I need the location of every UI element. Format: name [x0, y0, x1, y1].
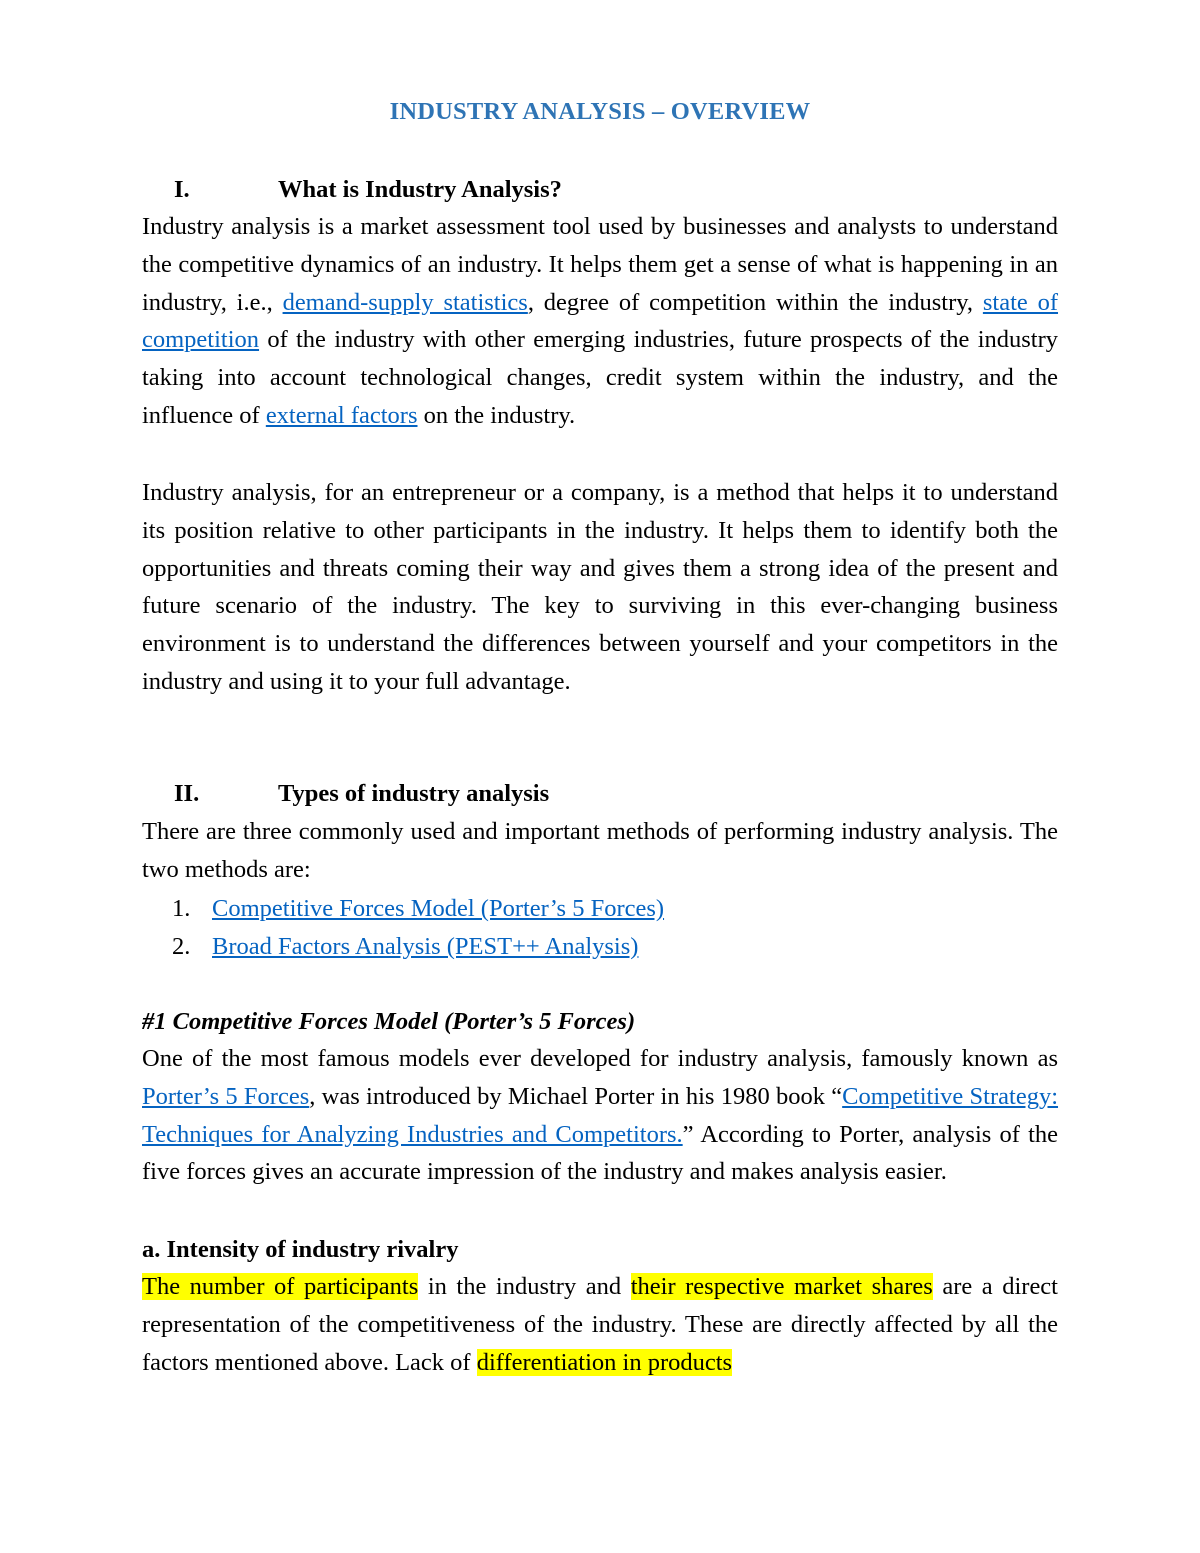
text-run: of the industry with other emerging industries, future prospects of the industry taking into account technological changes, credit system within the industry, and the influence of	[142, 326, 1058, 429]
list-number: 1.	[172, 895, 191, 922]
text-run: ” According to Porter, analysis of the five forces gives an accurate impression of the industry and makes analysis easier.	[142, 1120, 1059, 1186]
text-run: , was introduced by Michael Porter in his 1980 book “	[309, 1082, 843, 1110]
text-run: on the industry.	[417, 401, 576, 429]
link-porters-5-forces[interactable]: Porter’s 5 Forces	[142, 1082, 310, 1110]
page-title: INDUSTRY ANALYSIS – OVERVIEW	[389, 98, 811, 125]
section-1-number: I.	[174, 176, 190, 203]
link-demand-supply-statistics[interactable]: demand-supply statistics	[282, 288, 528, 316]
section-1-title: What is Industry Analysis?	[278, 176, 562, 203]
section-2-paragraph: There are three commonly used and important methods of performing industry analysis. The two methods are:	[142, 818, 1058, 883]
text-run: One of the most famous models ever developed for industry analysis, famously known as	[142, 1045, 1058, 1072]
text-run: in the industry and	[418, 1273, 631, 1300]
link-external-factors[interactable]: external factors	[265, 401, 418, 429]
rivalry-paragraph	[142, 1268, 1058, 1381]
text-run: are a direct representation of the competitiveness of the industry. These are directly affected by all the factors mentioned above. Lack of	[142, 1273, 1058, 1376]
porter-paragraph	[142, 1040, 1058, 1191]
highlight-number-of-participants: The number of participants	[142, 1273, 419, 1300]
list-item	[172, 928, 664, 966]
list-number: 2.	[172, 932, 191, 960]
link-competitive-forces-model[interactable]: Competitive Forces Model (Porter’s 5 Forces)	[212, 895, 665, 922]
highlight-market-shares: their respective market shares	[630, 1273, 933, 1300]
section-1-paragraph-1	[142, 208, 1058, 435]
link-broad-factors-analysis[interactable]: Broad Factors Analysis (PEST++ Analysis)	[212, 932, 639, 960]
highlight-differentiation: differentiation in products	[476, 1348, 733, 1376]
methods-list	[172, 890, 664, 966]
link-competitive-strategy-book[interactable]: Competitive Strategy: Techniques for Analyzing Industries and Competitors.	[142, 1082, 1059, 1148]
list-item	[172, 890, 664, 928]
link-state-of-competition[interactable]: state of competition	[142, 288, 1059, 354]
section-2-title: Types of industry analysis	[278, 780, 550, 807]
section-1-paragraph-2: Industry analysis, for an entrepreneur or a company, is a method that helps it to understand its position relative to other participants in the industry. It helps them to identify both the opportunities and threats coming their way and gives them a strong idea of the present and future scenario of the industry. The key to surviving in this ever-changing business environment is to understand the differences between yourself and your competitors in the industry and using it to your full advantage.	[142, 479, 1058, 695]
text-run: , degree of competition within the industry,	[527, 288, 983, 316]
text-run: Industry analysis is a market assessment tool used by businesses and analysts to understand the competitive dynamics of an industry. It helps them get a sense of what is happening in an industry, i.e.,	[142, 213, 1058, 316]
rivalry-subheading: a. Intensity of industry rivalry	[142, 1236, 459, 1263]
section-1-heading	[142, 176, 562, 204]
porter-section-heading: #1 Competitive Forces Model (Porter’s 5 Forces)	[142, 1008, 636, 1035]
section-2-number: II.	[174, 780, 200, 807]
section-2-heading	[142, 780, 549, 808]
